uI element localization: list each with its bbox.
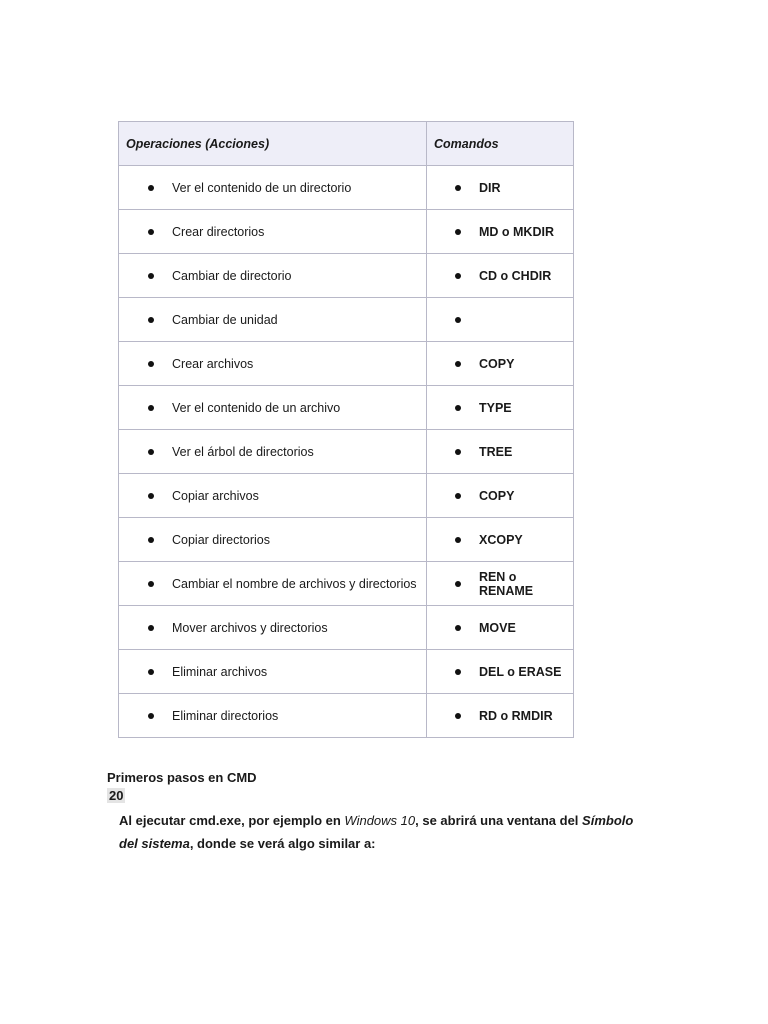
header-operations: Operaciones (Acciones) xyxy=(119,122,427,166)
bullet-icon xyxy=(148,625,154,631)
symbol-system-text: Símbolo del sistema xyxy=(119,813,634,851)
command-text: CD o CHDIR xyxy=(479,268,552,283)
bullet-icon xyxy=(455,449,461,455)
bullet-icon xyxy=(455,185,461,191)
table-row xyxy=(119,474,574,518)
operation-text: Ver el árbol de directorios xyxy=(172,444,314,459)
operation-text: Mover archivos y directorios xyxy=(172,620,328,635)
paragraph-text: Al ejecutar cmd.exe, por ejemplo en xyxy=(119,813,345,828)
table-body xyxy=(119,166,574,738)
command-text: TYPE xyxy=(479,400,512,415)
bullet-icon xyxy=(455,625,461,631)
table-row xyxy=(119,166,574,210)
command-text: REN o RENAME xyxy=(478,569,534,598)
paragraph-text: , donde se verá algo similar a: xyxy=(189,836,376,851)
bullet-icon xyxy=(148,537,154,543)
operation-text: Ver el contenido de un archivo xyxy=(172,400,341,415)
bullet-icon xyxy=(148,405,154,411)
operation-text: Cambiar de unidad xyxy=(172,312,278,327)
bullet-icon xyxy=(455,273,461,279)
command-text: COPY xyxy=(479,488,515,503)
paragraph-text: , se abrirá una ventana del xyxy=(415,813,583,828)
bullet-icon xyxy=(455,229,461,235)
operation-text: Eliminar directorios xyxy=(172,708,279,723)
bullet-icon xyxy=(148,493,154,499)
operation-text: Eliminar archivos xyxy=(172,664,268,679)
table-row xyxy=(119,254,574,298)
bullet-icon xyxy=(455,713,461,719)
intro-paragraph xyxy=(119,809,639,855)
bullet-icon xyxy=(148,185,154,191)
table-row xyxy=(119,650,574,694)
table-row xyxy=(119,694,574,738)
table-row xyxy=(119,386,574,430)
bullet-icon xyxy=(148,669,154,675)
bullet-icon xyxy=(455,405,461,411)
table-row xyxy=(119,606,574,650)
bullet-icon xyxy=(455,361,461,367)
bullet-icon xyxy=(455,669,461,675)
command-text: XCOPY xyxy=(479,532,523,547)
table-row xyxy=(119,518,574,562)
operation-text: Copiar archivos xyxy=(172,488,259,503)
bullet-icon xyxy=(148,449,154,455)
windows-version-text: Windows 10 xyxy=(344,813,416,828)
command-text: DEL o ERASE xyxy=(479,664,562,679)
bullet-icon xyxy=(148,713,154,719)
operation-text: Cambiar de directorio xyxy=(172,268,292,283)
bullet-icon xyxy=(148,273,154,279)
commands-table xyxy=(118,121,574,738)
operation-text: Cambiar el nombre de archivos y directorios xyxy=(172,576,417,591)
bullet-icon xyxy=(455,581,461,587)
table-header-row xyxy=(119,122,574,166)
bullet-icon xyxy=(148,581,154,587)
command-text: COPY xyxy=(479,356,515,371)
operation-text: Copiar directorios xyxy=(172,532,270,547)
section-title: Primeros pasos en CMD xyxy=(107,770,257,785)
command-text: DIR xyxy=(479,180,501,195)
table-row xyxy=(119,342,574,386)
operation-text: Crear directorios xyxy=(172,224,265,239)
bullet-icon xyxy=(148,317,154,323)
bullet-icon xyxy=(455,493,461,499)
bullet-icon xyxy=(455,537,461,543)
operation-text: Ver el contenido de un directorio xyxy=(172,180,352,195)
operation-text: Crear archivos xyxy=(172,356,254,371)
page-number: 20 xyxy=(109,788,124,803)
bullet-icon xyxy=(455,317,461,323)
table-row xyxy=(119,210,574,254)
bullet-icon xyxy=(148,361,154,367)
header-commands: Comandos xyxy=(427,122,574,166)
command-text: MD o MKDIR xyxy=(479,224,554,239)
bullet-icon xyxy=(148,229,154,235)
table-row xyxy=(119,562,574,606)
command-text: MOVE xyxy=(479,620,516,635)
table-row xyxy=(119,430,574,474)
table-row xyxy=(119,298,574,342)
command-text: TREE xyxy=(479,444,513,459)
command-text: RD o RMDIR xyxy=(479,708,553,723)
